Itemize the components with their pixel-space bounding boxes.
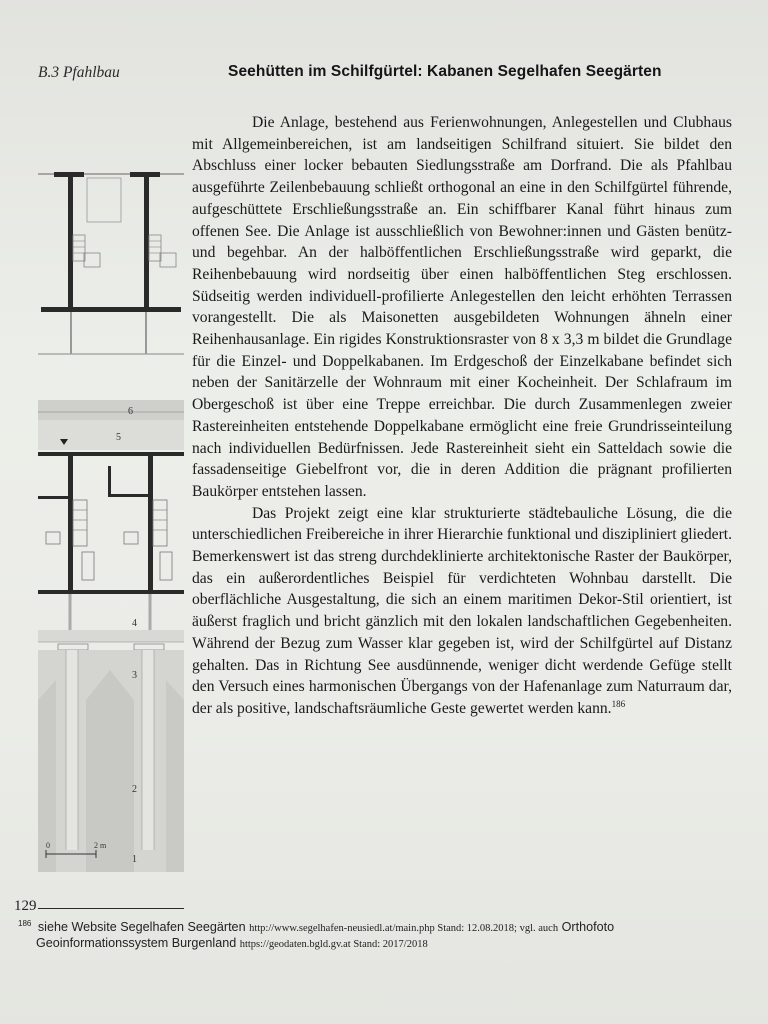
footnote-line-2 [18,936,718,952]
paragraph-2-text: Das Projekt zeigt eine klar strukturierte städtebauliche Lösung, die die unterschiedlichen Freibereiche in ihrer Hierarchie funktional und diszipliniert gliedert. Bemerkenswert ist das streng durchdeklinierte architektonische Raster der Baukörper, das ein außerordentliches Beispiel für verdichteten Wohnbau darstellt. Die oberflächliche Ausgestaltung, die sich an einem maritimen Dekor-Stil orientiert, ist äußerst fraglich und bricht gänzlich mit den lokalen landschaftlichen Gegebenheiten. Während der Bezug zum Wasser klar gegeben ist, wird der Schilfgürtel auf Distanz gehalten. Das in Richtung See ausdünnende, weniger dicht werdende Gefüge stellt den Versuch eines harmonischen Übergangs von der Hafenanlage zum Naturraum dar, der als positive, landschaftsräumliche Geste gewertet werden kann. [192,504,732,717]
footnote-rule [38,908,184,909]
floor-plan-figure [38,160,184,872]
footnote [18,920,718,952]
water-area [38,650,184,872]
body-text [192,112,732,720]
paragraph-1: Die Anlage, bestehend aus Ferienwohnungen, Anlegestellen und Clubhaus mit Allgemeinbereichen, ist am landseitigen Schilfrand situiert. Sie bildet den Abschluss einer locker bebauten Siedlungsstraße am Dorfrand. Die als Pfahlbau ausgeführte Zeilenbebauung schließt orthogonal an eine in den Schilfgürtel führende, aufgeschüttete Erschließungsstraße an. Ein schiffbarer Kanal führt hinaus zum offenen See. Die Anlage ist ausschließlich von Bewohner:innen und Gästen benütz- und begehbar. An der halböffentlichen Erschließungsstraße wird geparkt, die Reihenbebauung wird nordseitig über einen halböffentlichen Steg erschlossen. Südseitig werden individuell-profilierte Anlegestellen den leicht erhöhten Terrassen vorangestellt. Die als Maisonetten ausgebildeten Wohnungen ähneln einer Reihenhausanlage. Ein rigides Konstruktionsraster von 8 x 3,3 m bildet die Grundlage für die Einzel- und Doppelkabanen. Im Erdgeschoß der Einzelkabane befindet sich neben der Sanitärzelle der Wohnraum mit einer Kocheinheit. Der Schlafraum im Obergeschoß ist über eine Treppe erreichbar. Die durch Zusammenlegen zweier Rastereinheiten entstehende Doppelkabane ermöglicht eine freie Grundrisseinteilung nach individuellen Bedürfnissen. Jede Rastereinheit sieht ein Satteldach sowie die fassadenseitige Giebelfront vor, die in deren Addition die prägnant profilierten Baukörper entstehen lassen. [192,114,732,500]
footnote-text-c: Geoinformationssystem Burgenland [36,936,237,950]
scale-end-label: 2 m [94,841,107,850]
zone-label-3: 3 [132,670,137,681]
footnote-text-b: Orthofoto [561,920,615,934]
upper-floor-plan [38,172,184,354]
footnote-text-a: siehe Website Segelhafen Seegärten [37,920,246,934]
paragraph-2 [192,503,732,720]
scale-start-label: 0 [46,841,50,850]
zone-label-6: 6 [128,406,133,417]
footnote-ref[interactable]: 186 [611,698,626,709]
zone-label-4: 4 [132,618,137,629]
ground-floor-plan [38,400,184,650]
zone-label-5: 5 [116,432,121,443]
page-number: 129 [14,898,37,914]
zone-label-1: 1 [132,854,137,865]
footnote-number: 186 [18,919,32,928]
floor-plan-drawing [38,160,184,872]
footnote-url-a[interactable]: http://www.segelhafen-neusiedl.at/main.php Stand: 12.08.2018; vgl. auch [249,923,559,934]
zone-label-2: 2 [132,784,137,795]
page-title: Seehütten im Schilfgürtel: Kabanen Segelhafen Seegärten [228,63,662,80]
section-label: B.3 Pfahlbau [38,64,120,81]
footnote-url-b[interactable]: https://geodaten.bgld.gv.at Stand: 2017/2018 [239,939,428,950]
